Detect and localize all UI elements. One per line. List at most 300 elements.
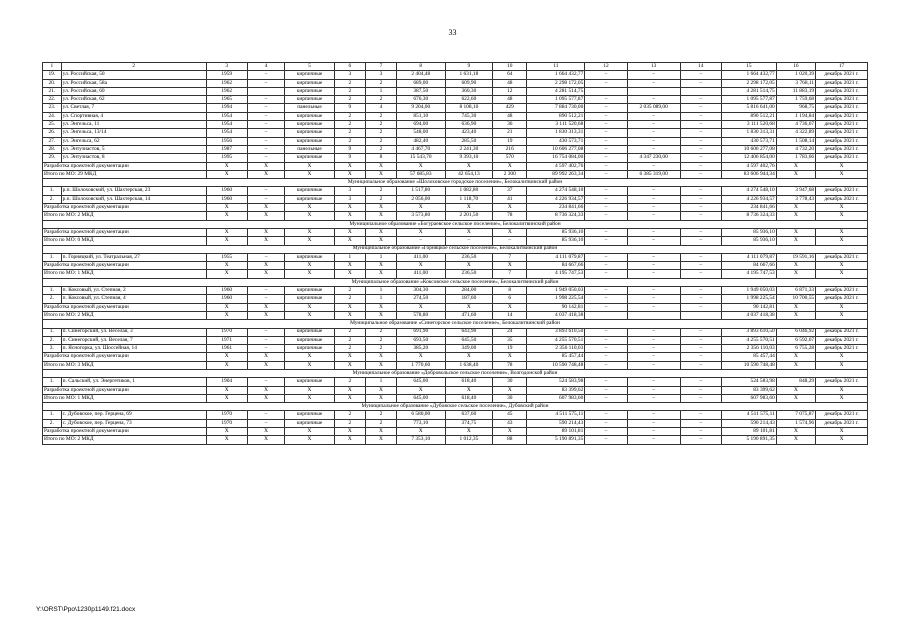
table-cell: 643,90: [445, 328, 493, 336]
table-row: [43, 79, 868, 87]
table-cell: 187,60: [445, 295, 493, 303]
table-cell: –: [680, 228, 721, 236]
table-cell: 1 194,84: [776, 112, 815, 120]
table-cell: 284,00: [445, 287, 493, 295]
table-cell: Х: [445, 262, 493, 270]
table-cell: Х: [816, 212, 868, 220]
table-cell: 25.: [43, 121, 62, 129]
table-cell: –: [585, 228, 627, 236]
table-cell: –: [585, 187, 627, 195]
table-row: [43, 295, 868, 303]
table-cell: 2: [365, 195, 396, 203]
table-cell: 4 274 548,10: [527, 187, 585, 195]
column-header: 11: [527, 63, 585, 71]
summary-row: [43, 436, 868, 444]
section-header-row: [43, 179, 868, 187]
table-cell: –: [680, 204, 721, 212]
table-cell: Х: [816, 303, 868, 311]
column-header: 15: [721, 63, 776, 71]
table-cell: 3 573,80: [396, 212, 445, 220]
address-cell: п. Сальский, ул. Энергетиков, 1: [61, 378, 206, 386]
table-cell: –: [680, 270, 721, 278]
table-cell: 6 755,28: [776, 345, 815, 353]
column-header: 5: [285, 63, 335, 71]
table-cell: –: [247, 71, 284, 79]
table-cell: 590 214,43: [527, 419, 585, 427]
table-cell: 578,80: [396, 311, 445, 319]
table-cell: 4 195 747,53: [721, 270, 776, 278]
table-cell: 374,75: [445, 419, 493, 427]
table-cell: 236,50: [445, 253, 493, 261]
table-cell: 9 204,00: [396, 104, 445, 112]
table-cell: –: [627, 436, 680, 444]
table-cell: Х: [285, 270, 335, 278]
table-cell: Х: [493, 353, 527, 361]
address-cell: п. Синегорский, ул. Веселая, 7: [61, 336, 206, 344]
table-cell: Х: [247, 237, 284, 245]
table-cell: кирпичные: [285, 287, 335, 295]
table-cell: Х: [206, 228, 247, 236]
table-cell: 4 037 418,38: [527, 311, 585, 319]
table-cell: 4 281 514,75: [527, 87, 585, 95]
table-cell: 1960: [206, 287, 247, 295]
table-cell: Х: [334, 353, 365, 361]
table-cell: 645,50: [445, 336, 493, 344]
table-cell: Х: [445, 303, 493, 311]
table-cell: 78: [493, 361, 527, 369]
table-cell: Х: [365, 237, 396, 245]
table-cell: Х: [776, 204, 815, 212]
table-cell: 1 664 432,77: [721, 71, 776, 79]
address-cell: ул. Энгельса, 11: [61, 121, 206, 129]
table-cell: Х: [776, 428, 815, 436]
table-cell: Х: [247, 386, 284, 394]
table-cell: Х: [334, 386, 365, 394]
table-cell: 2: [365, 411, 396, 419]
table-cell: Х: [396, 303, 445, 311]
table-cell: 2: [334, 336, 365, 344]
table-cell: 890 512,21: [721, 112, 776, 120]
table-cell: декабрь 2021 г.: [816, 129, 868, 137]
table-cell: Х: [365, 361, 396, 369]
table-cell: Х: [206, 262, 247, 270]
table-cell: 24: [493, 328, 527, 336]
table-cell: 2: [334, 328, 365, 336]
table-cell: 48: [493, 79, 527, 87]
table-cell: –: [627, 270, 680, 278]
table-cell: декабрь 2021 г.: [816, 419, 868, 427]
table-cell: Х: [776, 162, 815, 170]
table-cell: –: [627, 71, 680, 79]
table-cell: 2: [334, 345, 365, 353]
table-row: [43, 87, 868, 95]
table-cell: Х: [365, 353, 396, 361]
table-cell: 773,10: [396, 419, 445, 427]
table-cell: Х: [776, 394, 815, 402]
table-cell: декабрь 2021 г.: [816, 87, 868, 95]
table-cell: Х: [493, 303, 527, 311]
table-row: [43, 253, 868, 261]
table-cell: 1954: [206, 129, 247, 137]
table-cell: 2: [365, 336, 396, 344]
table-cell: –: [247, 187, 284, 195]
table-cell: 12: [493, 87, 527, 95]
table-cell: Х: [396, 228, 445, 236]
table-cell: 2.: [43, 419, 62, 427]
table-cell: –: [585, 361, 627, 369]
table-cell: 1 020,39: [776, 71, 815, 79]
table-cell: Х: [206, 386, 247, 394]
table-cell: 637,60: [445, 411, 493, 419]
table-cell: декабрь 2021 г.: [816, 187, 868, 195]
table-cell: 42 654,13: [445, 170, 493, 178]
table-cell: Х: [816, 353, 868, 361]
table-cell: кирпичные: [285, 336, 335, 344]
table-cell: Х: [285, 162, 335, 170]
table-cell: кирпичные: [285, 137, 335, 145]
table-cell: 1 830 313,31: [721, 129, 776, 137]
table-cell: 2: [365, 328, 396, 336]
table-cell: 37: [493, 187, 527, 195]
table-cell: –: [585, 353, 627, 361]
table-cell: 4 597 402,76: [721, 162, 776, 170]
table-cell: кирпичные: [285, 154, 335, 162]
table-cell: 2: [334, 295, 365, 303]
table-cell: Х: [285, 237, 335, 245]
table-cell: Х: [247, 262, 284, 270]
table-cell: –: [247, 345, 284, 353]
table-cell: –: [445, 237, 493, 245]
table-cell: 1.: [43, 287, 62, 295]
table-cell: Х: [776, 303, 815, 311]
table-cell: Х: [396, 353, 445, 361]
table-cell: 1959: [206, 71, 247, 79]
table-cell: 10 700,55: [776, 295, 815, 303]
table-cell: 4 255 570,51: [721, 336, 776, 344]
address-cell: п. Синегорский, ул. Веселая, 3: [61, 328, 206, 336]
table-cell: 2: [334, 79, 365, 87]
table-cell: –: [585, 237, 627, 245]
summary-row: [43, 270, 868, 278]
table-cell: 2: [365, 187, 396, 195]
column-header: 4: [247, 63, 284, 71]
table-cell: 2: [365, 129, 396, 137]
table-cell: –: [247, 79, 284, 87]
table-cell: Х: [247, 361, 284, 369]
table-cell: Х: [445, 428, 493, 436]
table-cell: –: [585, 204, 627, 212]
table-cell: Х: [206, 303, 247, 311]
table-cell: 411,00: [396, 270, 445, 278]
table-row: [43, 411, 868, 419]
table-cell: кирпичные: [285, 295, 335, 303]
table-body: [43, 71, 868, 444]
table-cell: –: [627, 328, 680, 336]
table-cell: Х: [285, 361, 335, 369]
table-cell: 23.: [43, 104, 62, 112]
table-cell: 1 517,80: [396, 187, 445, 195]
table-cell: 48: [493, 96, 527, 104]
table-cell: –: [627, 419, 680, 427]
column-header: 16: [776, 63, 815, 71]
table-cell: –: [680, 187, 721, 195]
table-cell: 2.: [43, 195, 62, 203]
table-cell: 4 226 934,57: [527, 195, 585, 203]
table-cell: Х: [816, 162, 868, 170]
table-cell: 2.: [43, 336, 62, 344]
table-cell: 274,50: [396, 295, 445, 303]
table-row: [43, 145, 868, 153]
table-cell: –: [627, 336, 680, 344]
table-cell: –: [680, 386, 721, 394]
table-cell: 1987: [206, 145, 247, 153]
table-cell: 30: [493, 378, 527, 386]
table-cell: 9: [334, 154, 365, 162]
table-cell: 618,40: [445, 394, 493, 402]
file-path-footer: Y:\ORST\Ppo\1230p1149.f21.docx: [36, 606, 136, 613]
table-cell: декабрь 2021 г.: [816, 104, 868, 112]
table-cell: 2: [334, 96, 365, 104]
table-cell: –: [247, 287, 284, 295]
table-cell: –: [680, 378, 721, 386]
table-cell: Х: [445, 162, 493, 170]
table-cell: 2 298 172,05: [527, 79, 585, 87]
table-cell: –: [585, 79, 627, 87]
table-cell: –: [585, 436, 627, 444]
table-cell: 304,30: [396, 287, 445, 295]
table-cell: Х: [816, 237, 868, 245]
table-cell: декабрь 2021 г.: [816, 154, 868, 162]
table-cell: –: [680, 287, 721, 295]
table-cell: –: [680, 353, 721, 361]
table-cell: 2: [334, 137, 365, 145]
table-cell: Х: [776, 237, 815, 245]
table-cell: Х: [493, 386, 527, 394]
table-cell: Х: [206, 270, 247, 278]
table-cell: Х: [776, 311, 815, 319]
table-cell: Х: [365, 311, 396, 319]
summary-label: Разработка проектной документации: [43, 204, 207, 212]
summary-label: Итого по МО: 1 МКД: [43, 394, 207, 402]
table-cell: 2: [334, 129, 365, 137]
table-cell: Х: [776, 212, 815, 220]
table-cell: Х: [776, 436, 815, 444]
table-cell: декабрь 2021 г.: [816, 295, 868, 303]
table-cell: 8 736 324,33: [721, 212, 776, 220]
table-cell: –: [247, 121, 284, 129]
table-cell: –: [680, 394, 721, 402]
table-cell: 548,00: [396, 129, 445, 137]
table-cell: 3 947,68: [776, 187, 815, 195]
table-cell: –: [627, 295, 680, 303]
table-cell: –: [627, 195, 680, 203]
table-cell: 1.: [43, 253, 62, 261]
table-cell: 5 190 891,35: [527, 436, 585, 444]
table-cell: 1904: [206, 378, 247, 386]
table-cell: –: [585, 253, 627, 261]
table-cell: декабрь 2021 г.: [816, 96, 868, 104]
table-cell: 1970: [206, 411, 247, 419]
summary-label: Итого по МО: 29 МКД: [43, 170, 207, 178]
table-cell: 64: [493, 71, 527, 79]
table-cell: –: [680, 262, 721, 270]
table-cell: [585, 87, 627, 95]
table-cell: 4 274 548,10: [721, 187, 776, 195]
table-cell: Х: [365, 204, 396, 212]
table-cell: 7 353,10: [396, 436, 445, 444]
table-cell: Х: [334, 436, 365, 444]
table-cell: 28.: [43, 145, 62, 153]
summary-label: Итого по МО: 3 МКД: [43, 361, 207, 369]
table-cell: 694,00: [396, 121, 445, 129]
table-cell: –: [627, 237, 680, 245]
table-cell: 387,50: [396, 87, 445, 95]
table-cell: Х: [445, 204, 493, 212]
table-cell: 2: [334, 112, 365, 120]
table-cell: 1 770,60: [396, 361, 445, 369]
table-cell: Х: [247, 436, 284, 444]
table-cell: –: [680, 71, 721, 79]
table-cell: 1 949 050,03: [721, 287, 776, 295]
table-cell: 1962: [206, 79, 247, 87]
municipality-title: Муниципальное образование «Добровольское сельское поселение», Волгодонской район: [43, 369, 868, 377]
summary-row: [43, 262, 868, 270]
table-cell: Х: [334, 361, 365, 369]
address-cell: ул. Российская, 50: [61, 71, 206, 79]
table-cell: кирпичные: [285, 378, 335, 386]
table-cell: 4 511 575,11: [721, 411, 776, 419]
table-cell: Х: [816, 361, 868, 369]
table-cell: [680, 87, 721, 95]
table-cell: 10 590 748,48: [527, 361, 585, 369]
summary-label: Итого по МО: 2 МКД: [43, 436, 207, 444]
address-cell: ул. Энгельса, 62: [61, 137, 206, 145]
address-cell: р.п. Шолоховский, ул. Шахтерская, 23: [61, 187, 206, 195]
table-cell: декабрь 2021 г.: [816, 328, 868, 336]
table-cell: –: [680, 104, 721, 112]
table-cell: Х: [816, 262, 868, 270]
table-cell: Х: [816, 311, 868, 319]
table-cell: –: [585, 137, 627, 145]
table-cell: Х: [365, 262, 396, 270]
table-cell: –: [627, 162, 680, 170]
table-cell: 90 142,81: [721, 303, 776, 311]
table-cell: 1: [334, 253, 365, 261]
table-cell: 1 638,40: [445, 361, 493, 369]
table-cell: 1: [365, 295, 396, 303]
table-cell: 84 667,66: [527, 262, 585, 270]
table-cell: Х: [334, 270, 365, 278]
table-cell: Х: [247, 162, 284, 170]
table-cell: 2 404,48: [396, 71, 445, 79]
table-cell: 4 255 570,51: [527, 336, 585, 344]
municipality-title: Муниципальное образование «Коксовское сельское поселение», Белокалитвинский район: [43, 278, 868, 286]
table-cell: –: [247, 419, 284, 427]
table-cell: –: [627, 361, 680, 369]
table-cell: –: [627, 386, 680, 394]
summary-row: [43, 353, 868, 361]
address-cell: ул. Российская, 58а: [61, 79, 206, 87]
table-row: [43, 328, 868, 336]
table-cell: 2 056,00: [396, 195, 445, 203]
table-cell: –: [585, 262, 627, 270]
table-cell: 83 606 944,34: [721, 170, 776, 178]
table-cell: кирпичные: [285, 195, 335, 203]
table-cell: 2: [365, 345, 396, 353]
table-cell: 1 759,68: [776, 96, 815, 104]
table-cell: Х: [334, 170, 365, 178]
table-cell: 78: [493, 212, 527, 220]
table-cell: –: [680, 112, 721, 120]
table-cell: –: [585, 419, 627, 427]
table-cell: Х: [285, 436, 335, 444]
table-cell: 5 190 891,35: [721, 436, 776, 444]
table-cell: панельные: [285, 104, 335, 112]
table-cell: 15 543,70: [396, 154, 445, 162]
table-cell: –: [627, 287, 680, 295]
table-cell: Х: [285, 262, 335, 270]
summary-row: [43, 204, 868, 212]
table-cell: –: [585, 295, 627, 303]
table-cell: Х: [365, 394, 396, 402]
table-cell: Х: [365, 170, 396, 178]
table-cell: 4 111 079,87: [527, 253, 585, 261]
table-cell: 234 841,66: [527, 204, 585, 212]
table-cell: –: [627, 378, 680, 386]
table-cell: 3 893 610,50: [527, 328, 585, 336]
table-cell: 645,00: [396, 378, 445, 386]
table-cell: кирпичные: [285, 187, 335, 195]
table-cell: кирпичные: [285, 121, 335, 129]
table-cell: 84 667,66: [721, 262, 776, 270]
table-cell: 41: [493, 195, 527, 203]
table-cell: 1971: [206, 336, 247, 344]
column-header: 14: [680, 63, 721, 71]
table-cell: [627, 87, 680, 95]
table-cell: 622,60: [445, 96, 493, 104]
municipality-title: Муниципальное образование «Богураевское сельское поселение», Белокалитвинский район: [43, 220, 868, 228]
table-cell: –: [247, 104, 284, 112]
table-cell: 3: [334, 195, 365, 203]
summary-label: Разработка проектной документации: [43, 162, 207, 170]
table-cell: Х: [206, 361, 247, 369]
table-cell: 3: [334, 71, 365, 79]
address-cell: ул. Спортивная, 4: [61, 112, 206, 120]
table-cell: –: [680, 237, 721, 245]
table-cell: –: [247, 137, 284, 145]
table-cell: 43: [493, 419, 527, 427]
table-cell: 1 574,96: [776, 419, 815, 427]
table-cell: 10 590 748,48: [721, 361, 776, 369]
table-cell: 1: [365, 253, 396, 261]
table-cell: Х: [206, 436, 247, 444]
table-cell: 2.: [43, 295, 62, 303]
table-cell: Х: [365, 212, 396, 220]
table-cell: Х: [334, 311, 365, 319]
table-cell: Х: [365, 428, 396, 436]
table-cell: Х: [285, 311, 335, 319]
table-cell: Х: [396, 204, 445, 212]
table-cell: декабрь 2021 г.: [816, 336, 868, 344]
table-cell: 19.: [43, 71, 62, 79]
table-cell: Х: [334, 394, 365, 402]
table-cell: Х: [493, 228, 527, 236]
table-cell: 8 108,10: [445, 104, 493, 112]
table-cell: –: [680, 137, 721, 145]
table-cell: декабрь 2021 г.: [816, 195, 868, 203]
table-cell: 411,00: [396, 253, 445, 261]
table-cell: –: [247, 96, 284, 104]
